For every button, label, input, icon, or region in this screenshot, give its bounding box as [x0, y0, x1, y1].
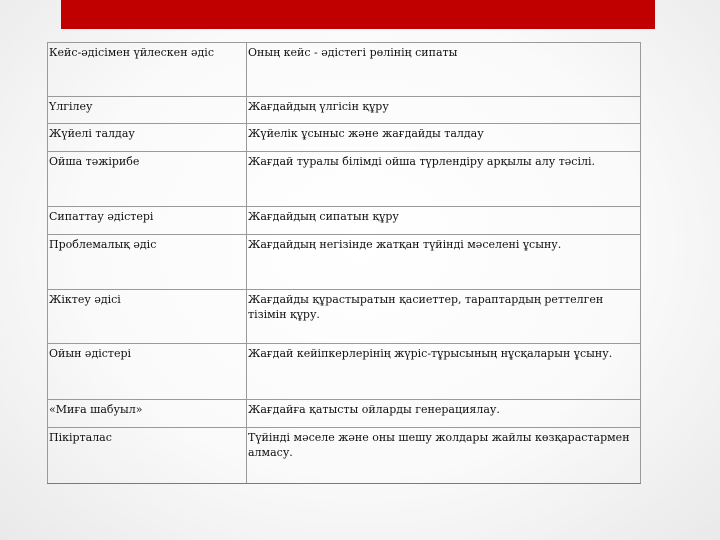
method-cell: Үлгілеу	[48, 97, 247, 124]
header-method-cell: Кейс-әдісімен үйлескен әдіс	[48, 43, 247, 97]
table-row	[48, 400, 641, 428]
title-bar-decoration	[61, 0, 655, 29]
table-row	[48, 344, 641, 400]
role-cell: Түйінді мәселе және оны шешу жолдары жайлы көзқарастармен алмасу.	[247, 428, 641, 484]
table-row	[48, 97, 641, 124]
role-cell: Жағдайдың сипатын құру	[247, 207, 641, 235]
role-cell: Жағдайға қатысты ойларды генерациялау.	[247, 400, 641, 428]
table-row	[48, 428, 641, 484]
role-cell: Жағдайдың негізінде жатқан түйінді мәселені ұсыну.	[247, 235, 641, 290]
header-role-cell: Оның кейс - әдістегі рөлінің сипаты	[247, 43, 641, 97]
table-row	[48, 124, 641, 152]
method-cell: Ойын әдістері	[48, 344, 247, 400]
methods-table	[47, 42, 641, 484]
method-cell: «Миға шабуыл»	[48, 400, 247, 428]
role-cell: Жағдай кейіпкерлерінің жүріс-тұрысының нұсқаларын ұсыну.	[247, 344, 641, 400]
method-cell: Проблемалық әдіс	[48, 235, 247, 290]
method-cell: Сипаттау әдістері	[48, 207, 247, 235]
method-cell: Жіктеу әдісі	[48, 290, 247, 344]
table-header-row	[48, 43, 641, 97]
role-cell: Жүйелік ұсыныс және жағдайды талдау	[247, 124, 641, 152]
role-cell: Жағдайдың үлгісін құру	[247, 97, 641, 124]
role-cell: Жағдай туралы білімді ойша түрлендіру арқылы алу тәсілі.	[247, 152, 641, 207]
method-cell: Ойша тәжірибе	[48, 152, 247, 207]
table-row	[48, 207, 641, 235]
table-row	[48, 235, 641, 290]
method-cell: Жүйелі талдау	[48, 124, 247, 152]
method-cell: Пікірталас	[48, 428, 247, 484]
role-cell: Жағдайды құрастыратын қасиеттер, тараптардың реттелген тізімін құру.	[247, 290, 641, 344]
table-row	[48, 290, 641, 344]
table-row	[48, 152, 641, 207]
